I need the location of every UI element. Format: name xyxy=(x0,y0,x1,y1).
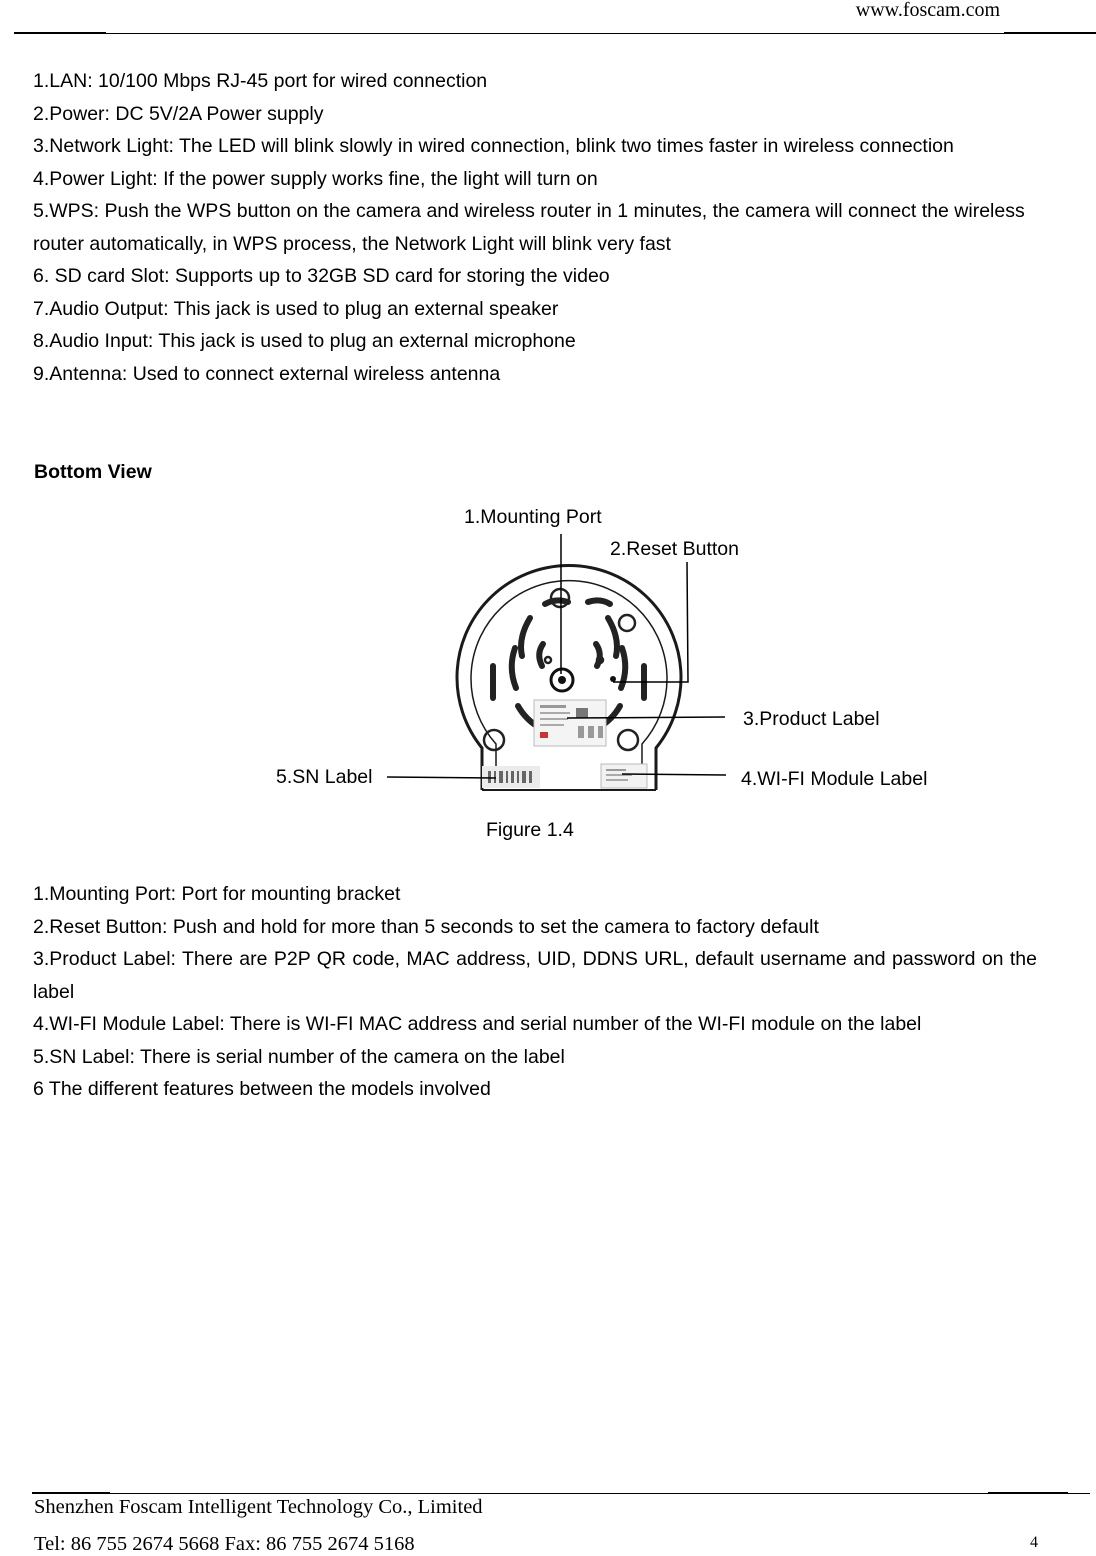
callout-line-product-label xyxy=(567,717,725,718)
list-item: 2.Reset Button: Push and hold for more than 5 seconds to set the camera to factory default xyxy=(33,915,819,938)
callout-wifi-module-label: 4.WI-FI Module Label xyxy=(741,768,928,790)
back-panel-list xyxy=(33,65,1037,390)
camera-bottom-illustration xyxy=(260,498,980,798)
list-item: 2.Power: DC 5V/2A Power supply xyxy=(33,102,324,125)
list-item: 9.Antenna: Used to connect external wireless antenna xyxy=(33,362,501,385)
footer-company: Shenzhen Foscam Intelligent Technology Co., Limited xyxy=(34,1496,483,1518)
section-title: Bottom View xyxy=(34,461,152,483)
header-rule-accent-left xyxy=(14,32,106,34)
callout-product-label: 3.Product Label xyxy=(743,708,880,730)
callout-line-sn-label xyxy=(387,777,496,778)
header-url: www.foscam.com xyxy=(855,0,1000,21)
list-item: 8.Audio Input: This jack is used to plug an external microphone xyxy=(33,330,576,352)
list-item: 1.LAN: 10/100 Mbps RJ-45 port for wired connection xyxy=(33,70,488,92)
list-item: 3.Product Label: There are P2P QR code, MAC address, UID, DDNS URL, default username and password on the label xyxy=(33,948,1037,1003)
callout-line-wifi-module-label xyxy=(622,774,726,775)
mounting-port-icon xyxy=(551,669,573,691)
reset-button-icon xyxy=(610,676,616,682)
product-label-graphic xyxy=(534,700,606,746)
footer-contact: Tel: 86 755 2674 5668 Fax: 86 755 2674 5168 xyxy=(34,1533,415,1555)
list-item: 6. SD card Slot: Supports up to 32GB SD card for storing the video xyxy=(33,265,610,287)
callout-mounting-port: 1.Mounting Port xyxy=(464,506,602,528)
callout-reset-button: 2.Reset Button xyxy=(610,538,739,560)
list-item: 5.WPS: Push the WPS button on the camera and wireless router in 1 minutes, the camera will connect the wireless router automatically, in WPS process, the Network Light will blink very fast xyxy=(33,200,1025,255)
list-item: 4.Power Light: If the power supply works fine, the light will turn on xyxy=(33,167,598,190)
header-rule xyxy=(14,33,1096,34)
footer-rule-accent-right xyxy=(988,1492,1068,1494)
footer-rule-accent-left xyxy=(32,1492,110,1494)
list-item: 7.Audio Output: This jack is used to plug an external speaker xyxy=(33,297,559,320)
header-rule-accent-right xyxy=(1004,32,1096,34)
footer-rule xyxy=(32,1493,1090,1494)
sn-label-graphic xyxy=(482,766,540,788)
wifi-module-label-graphic xyxy=(601,764,647,788)
list-item: 4.WI-FI Module Label: There is WI-FI MAC address and serial number of the WI-FI module on the label xyxy=(33,1013,922,1035)
list-item: 3.Network Light: The LED will blink slowly in wired connection, blink two times faster in wireless connection xyxy=(33,135,954,157)
list-item: 1.Mounting Port: Port for mounting bracket xyxy=(33,883,401,905)
list-item: 6 The different features between the models involved xyxy=(33,1078,491,1100)
bottom-view-list xyxy=(33,878,1037,1106)
bottom-view-figure xyxy=(260,498,980,798)
figure-caption: Figure 1.4 xyxy=(486,819,574,841)
callout-sn-label: 5.SN Label xyxy=(276,766,373,788)
list-item: 5.SN Label: There is serial number of the camera on the label xyxy=(33,1045,565,1068)
page-number: 4 xyxy=(1030,1534,1038,1551)
